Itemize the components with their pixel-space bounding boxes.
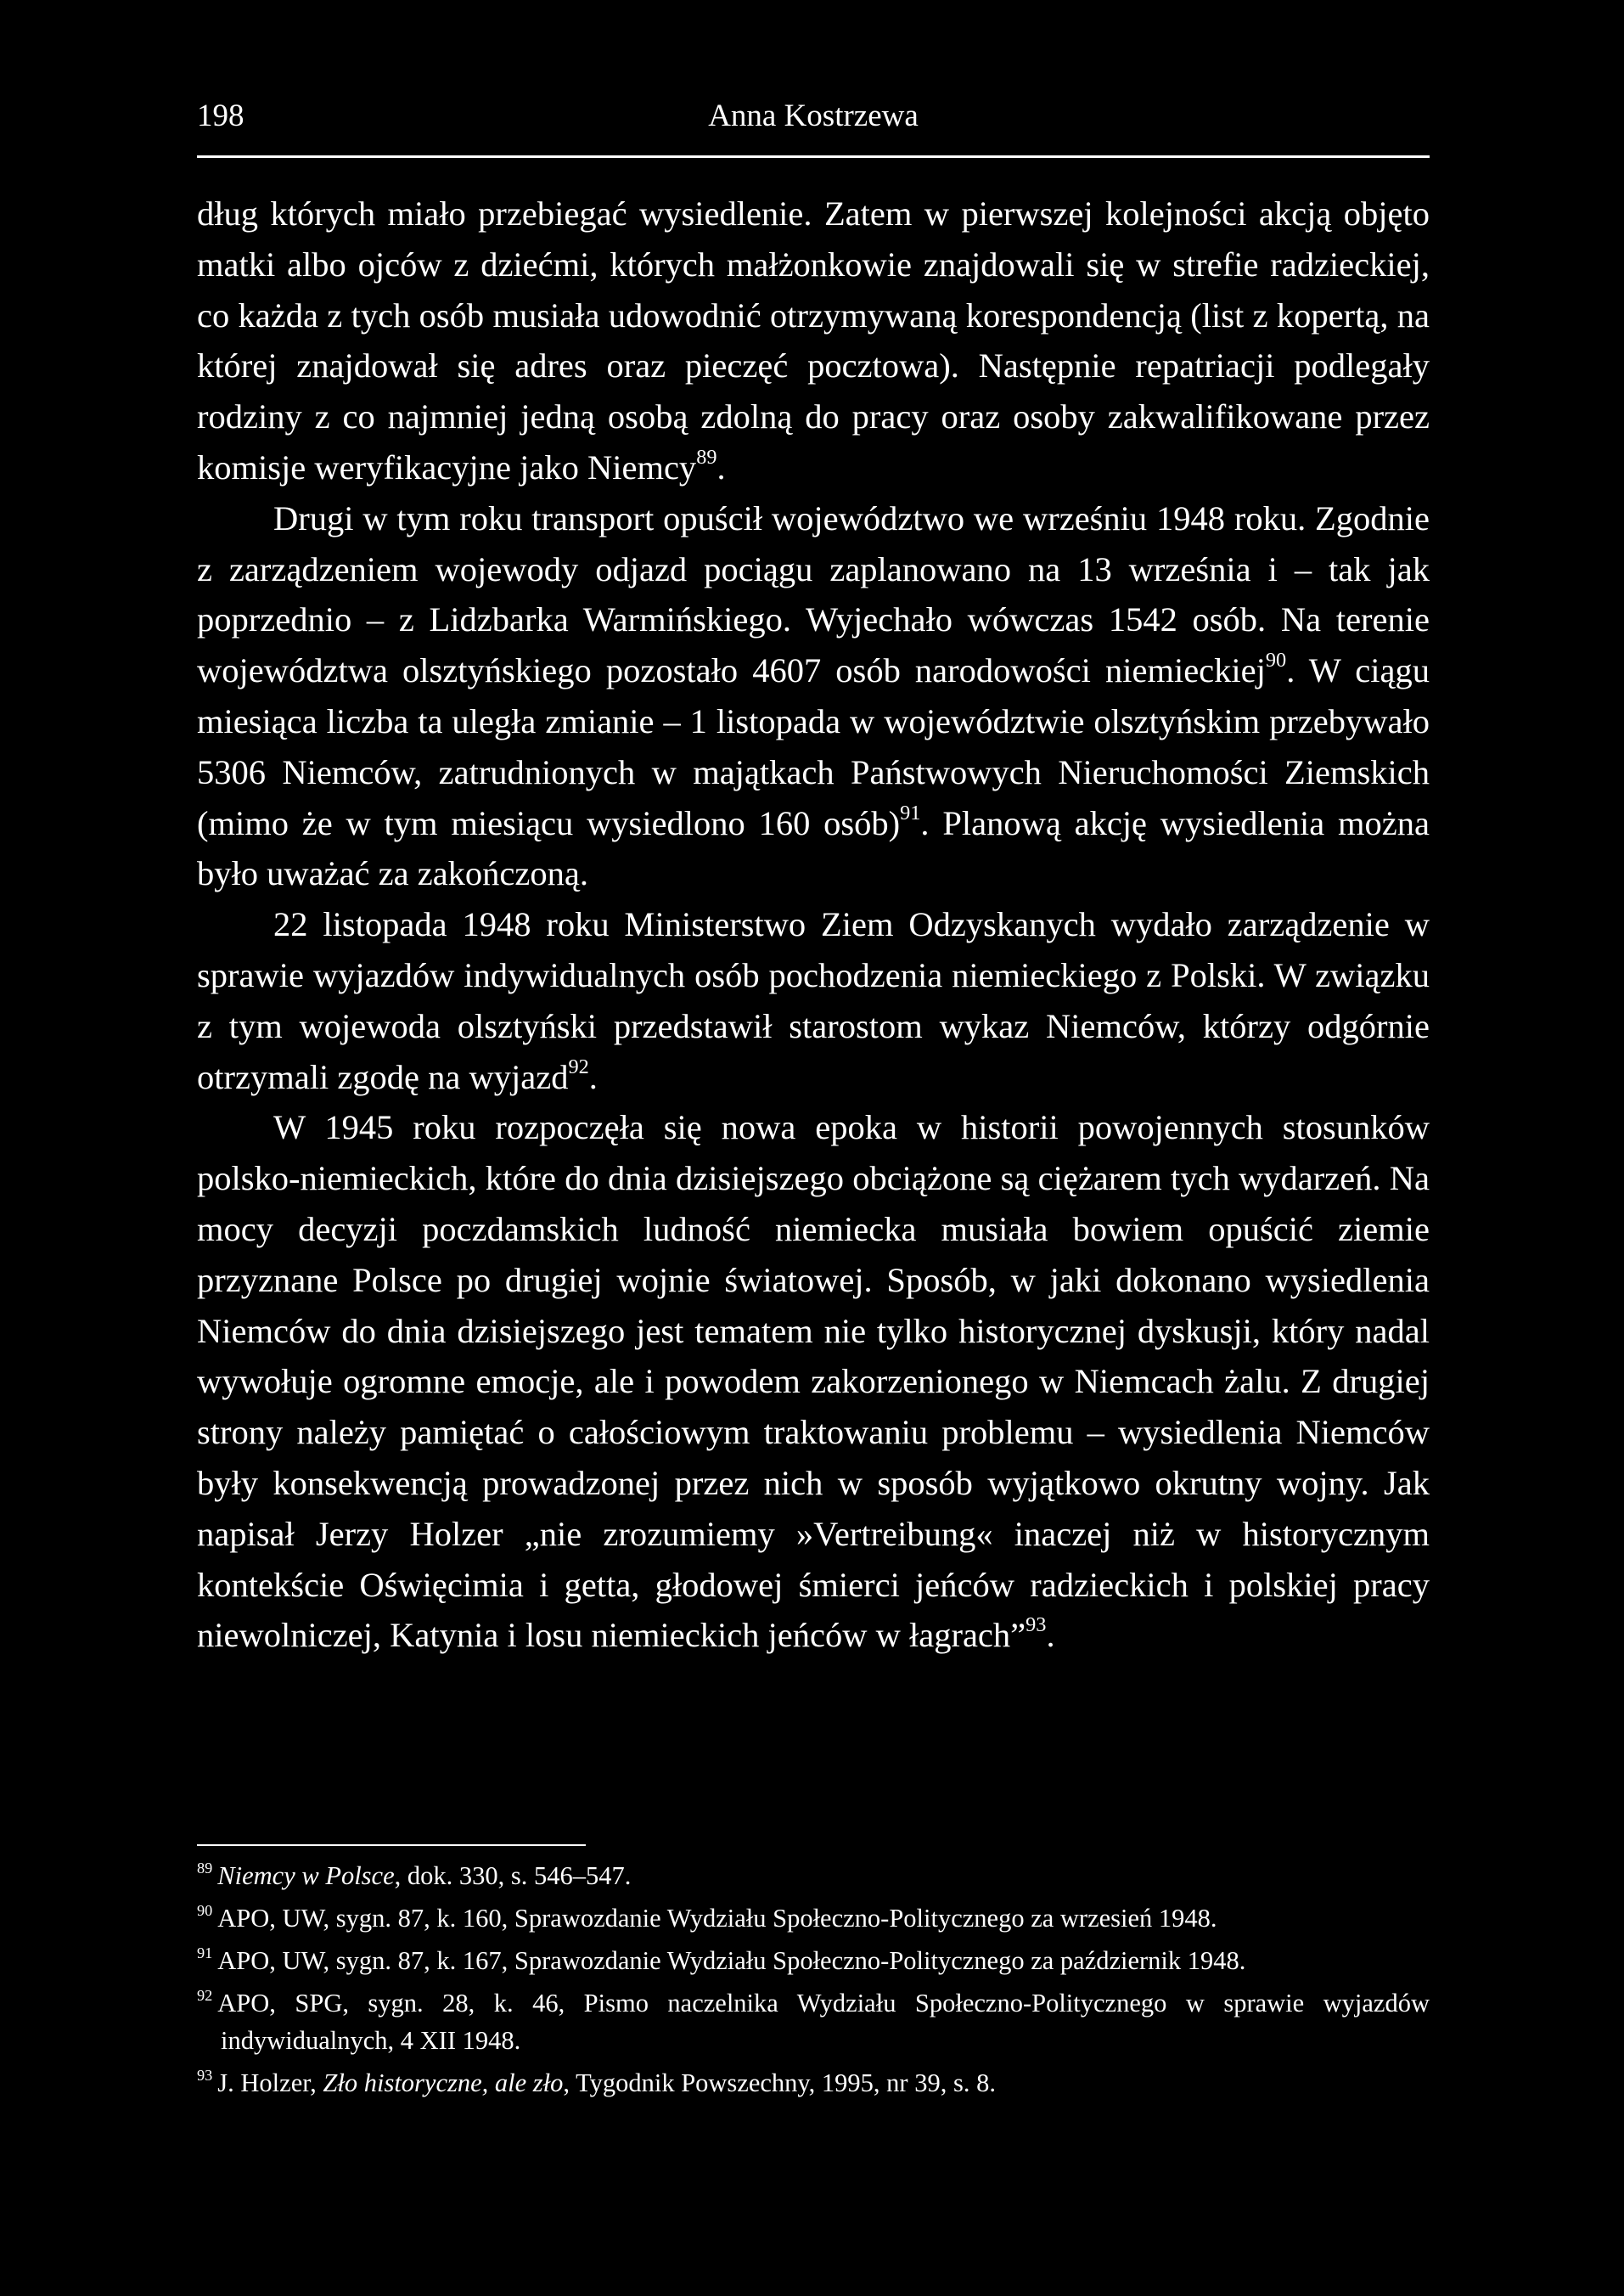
- footnotes: [197, 1857, 1430, 2107]
- italic-title: Niemcy w Polsce: [217, 1861, 395, 1890]
- page-number: 198: [197, 98, 244, 133]
- footnote: [197, 1857, 1430, 1894]
- page-header: [197, 95, 1430, 138]
- text-run: , dok. 330, s. 546–547.: [394, 1861, 632, 1890]
- running-title: Anna Kostrzewa: [708, 98, 919, 133]
- text-run: .: [716, 447, 726, 487]
- paragraph: [197, 1102, 1430, 1661]
- footnote-ref: 89: [696, 445, 717, 469]
- footnote-ref: 90: [1265, 648, 1287, 672]
- italic-title: Zło historyczne, ale zło: [323, 2068, 564, 2097]
- footnote: [197, 1942, 1430, 1979]
- text-run: APO, SPG, sygn. 28, k. 46, Pismo naczelnika Wydziału Społeczno-Politycznego w sprawie wyjazdów indywidualnych, 4 XII 1948.: [217, 1989, 1430, 2055]
- footnote-number: 89: [197, 1860, 213, 1877]
- text-run: 22 listopada 1948 roku Ministerstwo Ziem Odzyskanych wydało zarządzenie w sprawie wyjazdów indywidualnych osób pochodzenia niemieckiego z Polski. W związku z tym wojewoda olsztyński przedstawił starostom wykaz Niemców, którzy odgórnie otrzymali zgodę na wyjazd: [197, 905, 1430, 1096]
- paragraph: [197, 189, 1430, 493]
- text-run: .: [588, 1057, 598, 1096]
- paragraph: [197, 899, 1430, 1102]
- main-text: [197, 189, 1430, 1661]
- footnote: [197, 1899, 1430, 1937]
- footnote-number: 92: [197, 1987, 213, 2005]
- footnote-ref: 91: [900, 801, 921, 824]
- text-run: Drugi w tym roku transport opuścił województwo we wrześniu 1948 roku. Zgodnie z zarządzeniem wojewody odjazd pociągu zaplanowano na 13 września i – tak jak poprzednio – z Lidzbarka Warmińskiego. Wyjechało wówczas 1542 osób. Na terenie województwa olsztyńskiego pozostało 4607 osób narodowości niemieckiej: [197, 498, 1430, 690]
- text-run: . W ciągu miesiąca liczba ta uległa zmianie – 1 listopada w województwie olsztyńskim przebywało 5306 Niemców, zatrudnionych w majątkach Państwowych Nieruchomości Ziemskich (mimo że w tym miesiącu wysiedlono 160 osób): [197, 651, 1430, 842]
- text-run: .: [1046, 1616, 1055, 1655]
- text-run: APO, UW, sygn. 87, k. 167, Sprawozdanie Wydziału Społeczno-Politycznego za październik 1948.: [217, 1946, 1246, 1975]
- footnote-separator: [197, 1844, 586, 1846]
- text-run: APO, UW, sygn. 87, k. 160, Sprawozdanie Wydziału Społeczno-Politycznego za wrzesień 1948.: [217, 1904, 1217, 1933]
- footnote-number: 90: [197, 1902, 213, 1920]
- footnote-number: 93: [197, 2067, 213, 2085]
- text-run: W 1945 roku rozpoczęła się nowa epoka w historii powojennych stosunków polsko-niemieckich, które do dnia dzisiejszego obciążone są ciężarem tych wydarzeń. Na mocy decyzji poczdamskich ludność niemiecka musiała bowiem opuścić ziemie przyznane Polsce po drugiej wojnie światowej. Sposób, w jaki dokonano wysiedlenia Niemców do dnia dzisiejszego jest tematem nie tylko historycznej dyskusji, który nadal wywołuje ogromne emocje, ale i powodem zakorzenionego w Niemcach żalu. Z drugiej strony należy pamiętać o całościowym traktowaniu problemu – wysiedlenia Niemców były konsekwencją prowadzonej przez nich w sposób wyjątkowo okrutny wojny. Jak napisał Jerzy Holzer „nie zrozumiemy »Vertreibung« inaczej niż w historycznym kontekście Oświęcimia i getta, głodowej śmierci jeńców radzieckich i polskiej pracy niewolniczej, Katynia i losu niemieckich jeńców w łagrach”: [197, 1108, 1430, 1655]
- text-run: J. Holzer,: [217, 2068, 323, 2097]
- footnote-ref: 92: [568, 1055, 589, 1078]
- paragraph: [197, 493, 1430, 899]
- header-rule: [197, 155, 1430, 158]
- text-run: . Planową akcję wysiedlenia można było uważać za zakończoną.: [197, 803, 1430, 893]
- footnote: [197, 1984, 1430, 2059]
- footnote: [197, 2064, 1430, 2102]
- text-run: , Tygodnik Powszechny, 1995, nr 39, s. 8.: [563, 2068, 996, 2097]
- footnote-number: 91: [197, 1944, 213, 1962]
- text-run: dług których miało przebiegać wysiedlenie. Zatem w pierwszej kolejności akcją objęto matki albo ojców z dziećmi, których małżonkowie znajdowali się w strefie radzieckiej, co każda z tych osób musiała udowodnić otrzymywaną korespondencją (list z kopertą, na której znajdował się adres oraz pieczęć pocztowa). Następnie repatriacji podlegały rodziny z co najmniej jedną osobą zdolną do pracy oraz osoby zakwalifikowane przez komisje weryfikacyjne jako Niemcy: [197, 194, 1430, 487]
- footnote-ref: 93: [1026, 1613, 1047, 1637]
